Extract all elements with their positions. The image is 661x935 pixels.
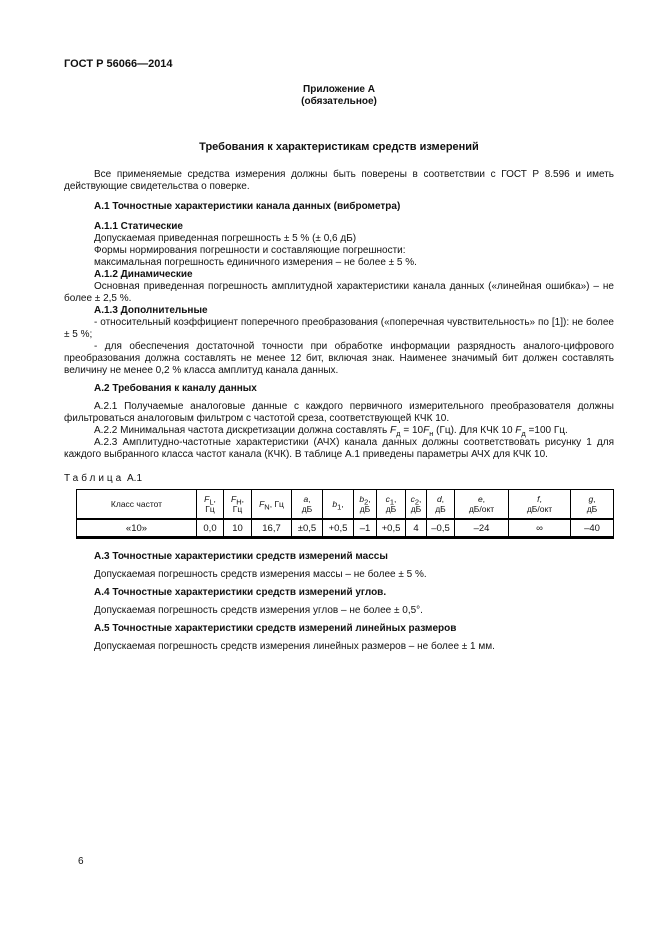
heading-a1-1: А.1.1 Статические <box>94 221 183 232</box>
table-caption <box>64 473 614 485</box>
paragraph-a21: А.2.1 Получаемые аналоговые данные с каждого первичного измерительного преобразователя должны фильтроваться аналоговым фильтром с частотой среза, соответствующей КЧК 10. <box>64 401 614 424</box>
paragraph-a11-line3: максимальная погрешность единичного измерения – не более ± 5 %. <box>94 257 417 268</box>
table-cell: 16,7 <box>252 519 292 538</box>
table-header-cell: $F_L$, Гц <box>197 490 224 520</box>
paragraph-a22: А.2.2 Минимальная частота дискретизации должна составлять $F_д = 10F_н$ (Гц). Для КЧК 10 $F_д =100$ Гц. <box>94 425 568 438</box>
table-cell: –1 <box>354 519 377 538</box>
table-cell: +0,5 <box>323 519 354 538</box>
heading-a1: А.1 Точностные характеристики канала данных (виброметра) <box>94 201 401 212</box>
page-content <box>64 58 614 659</box>
table-cell: –24 <box>455 519 509 538</box>
table-header-cell: g, дБ <box>571 490 614 520</box>
table-cell: 0,0 <box>197 519 224 538</box>
table-cell: –0,5 <box>427 519 455 538</box>
table-header-cell: Класс частот <box>77 490 197 520</box>
table-cell: –40 <box>571 519 614 538</box>
table-cell: +0,5 <box>377 519 406 538</box>
heading-a1-3: А.1.3 Дополнительные <box>94 305 208 316</box>
table-cell: 10 <box>224 519 252 538</box>
heading-a1-2: А.1.2 Динамические <box>94 269 193 280</box>
table-cell: ∞ <box>509 519 571 538</box>
table-header-cell: $F_H$, Гц <box>224 490 252 520</box>
table-cell: 4 <box>406 519 427 538</box>
heading-a3: А.3 Точностные характеристики средств измерений массы <box>94 551 388 562</box>
paragraph-a3: Допускаемая погрешность средств измерения массы – не более ± 5 %. <box>94 569 427 580</box>
table-caption-word: Таблица <box>64 473 125 484</box>
paragraph-a11-line1: Допускаемая приведенная погрешность ± 5 % (± 0,6 дБ) <box>94 233 357 244</box>
table-header-cell: f, дБ/окт <box>509 490 571 520</box>
heading-a2: А.2 Требования к каналу данных <box>94 383 257 394</box>
table-header-cell: a, дБ <box>292 490 323 520</box>
table-header-cell: $F_N$, Гц <box>252 490 292 520</box>
table-header-cell: $c_2$, дБ <box>406 490 427 520</box>
table-row <box>77 519 614 538</box>
paragraph-a4: Допускаемая погрешность средств измерения углов – не более ± 0,5°. <box>94 605 423 616</box>
doc-header: ГОСТ Р 56066—2014 <box>64 58 173 70</box>
table-header-cell: $b_2$, дБ <box>354 490 377 520</box>
table-header-row <box>77 490 614 520</box>
intro-paragraph: Все применяемые средства измерения должны быть поверены в соответствии с ГОСТ Р 8.596 и иметь действующие свидетельства о поверке. <box>64 169 614 192</box>
table-header-cell: e, дБ/окт <box>455 490 509 520</box>
heading-a5: А.5 Точностные характеристики средств измерений линейных размеров <box>94 623 457 634</box>
table-cell: «10» <box>77 519 197 538</box>
annex-note: (обязательное) <box>301 96 377 107</box>
paragraph-a11-line2: Формы нормирования погрешности и составляющие погрешности: <box>94 245 406 256</box>
paragraph-a13-item2: - для обеспечения достаточной точности при обработке информации разрядность аналого-цифрового преобразования должна составлять не менее 12 бит, включая знак. Наименее значимый бит должен составлять величину не менее 0,2 % класса амплитуд канала данных. <box>64 341 614 376</box>
table-caption-number: А.1 <box>127 473 143 484</box>
paragraph-a5: Допускаемая погрешность средств измерения линейных размеров – не более ± 1 мм. <box>94 641 495 652</box>
paragraph-a12: Основная приведенная погрешность амплитудной характеристики канала данных («линейная ошибка») – не более ± 2,5 %. <box>64 281 614 304</box>
table-header-cell: d, дБ <box>427 490 455 520</box>
annex-title: Требования к характеристикам средств измерений <box>199 141 479 153</box>
table-cell: ±0,5 <box>292 519 323 538</box>
table-header-cell: $c_1$, дБ <box>377 490 406 520</box>
paragraph-a13-item1: - относительный коэффициент поперечного преобразования («поперечная чувствительность» по [1]): не более ± 5 %; <box>64 317 614 340</box>
table-a1 <box>76 489 614 539</box>
table-header-cell: $b_1$, <box>323 490 354 520</box>
paragraph-a23: А.2.3 Амплитудно-частотные характеристики (АЧХ) канала данных должны соответствовать рисунку 1 для каждого выбранного класса частот канала (КЧК). В таблице А.1 приведены параметры АЧХ для КЧК 10. <box>64 437 614 460</box>
annex-label: Приложение А <box>303 84 375 95</box>
heading-a4: А.4 Точностные характеристики средств измерений углов. <box>94 587 387 598</box>
page-number: 6 <box>78 856 84 867</box>
